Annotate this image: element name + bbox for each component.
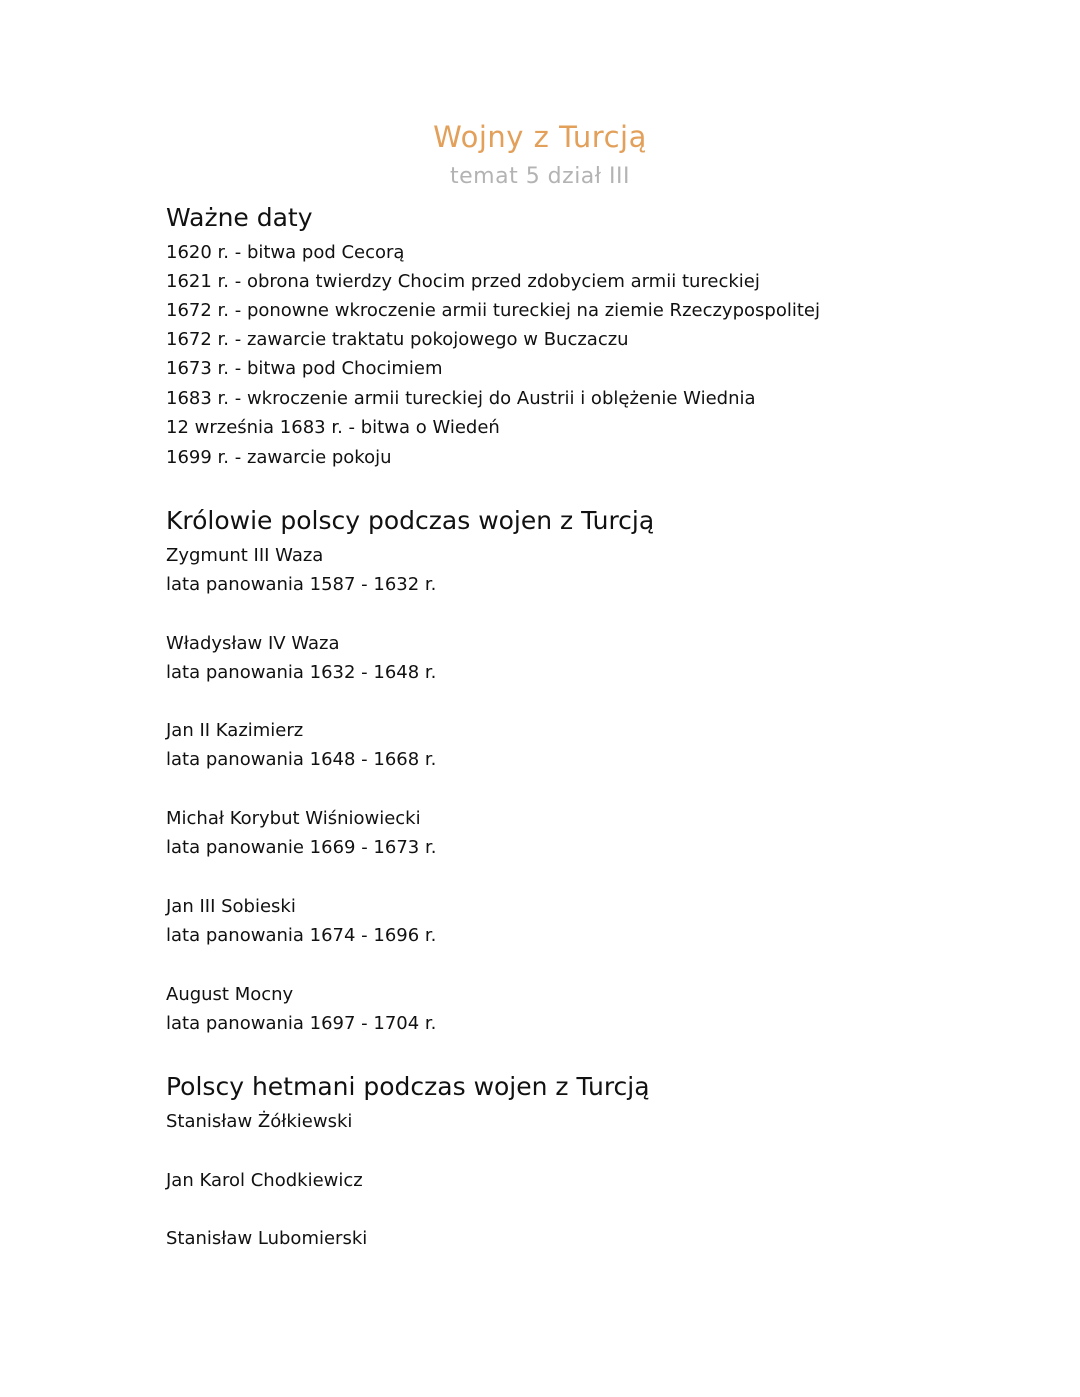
hetman-name: Stanisław Żółkiewski [166,1111,353,1132]
king-reign: lata panowania 1587 - 1632 r. [166,574,437,595]
document-title: Wojny z Turcją [433,120,647,154]
king-reign: lata panowania 1674 - 1696 r. [166,925,437,946]
king-name: Jan II Kazimierz [166,720,304,741]
date-item: 1683 r. - wkroczenie armii tureckiej do Austrii i oblężenie Wiednia [166,388,756,409]
date-item: 1621 r. - obrona twierdzy Chocim przed zdobyciem armii tureckiej [166,271,760,292]
document-subtitle: temat 5 dział III [450,164,630,189]
kings-heading: Królowie polscy podczas wojen z Turcją [166,506,655,535]
king-name: Władysław IV Waza [166,633,340,654]
king-reign: lata panowania 1697 - 1704 r. [166,1013,437,1034]
king-name: Zygmunt III Waza [166,545,324,566]
date-item: 1673 r. - bitwa pod Chocimiem [166,358,443,379]
hetman-name: Jan Karol Chodkiewicz [166,1170,363,1191]
king-reign: lata panowania 1632 - 1648 r. [166,662,437,683]
hetmans-heading: Polscy hetmani podczas wojen z Turcją [166,1072,650,1101]
date-item: 1620 r. - bitwa pod Cecorą [166,242,405,263]
date-item: 12 września 1683 r. - bitwa o Wiedeń [166,417,500,438]
king-name: August Mocny [166,984,294,1005]
king-reign: lata panowania 1648 - 1668 r. [166,749,437,770]
king-name: Michał Korybut Wiśniowiecki [166,808,421,829]
date-item: 1672 r. - zawarcie traktatu pokojowego w Buczaczu [166,329,629,350]
king-reign: lata panowanie 1669 - 1673 r. [166,837,437,858]
king-name: Jan III Sobieski [166,896,296,917]
dates-heading: Ważne daty [166,203,313,232]
date-item: 1699 r. - zawarcie pokoju [166,447,392,468]
date-item: 1672 r. - ponowne wkroczenie armii tureckiej na ziemie Rzeczypospolitej [166,300,820,321]
hetman-name: Stanisław Lubomierski [166,1228,368,1249]
